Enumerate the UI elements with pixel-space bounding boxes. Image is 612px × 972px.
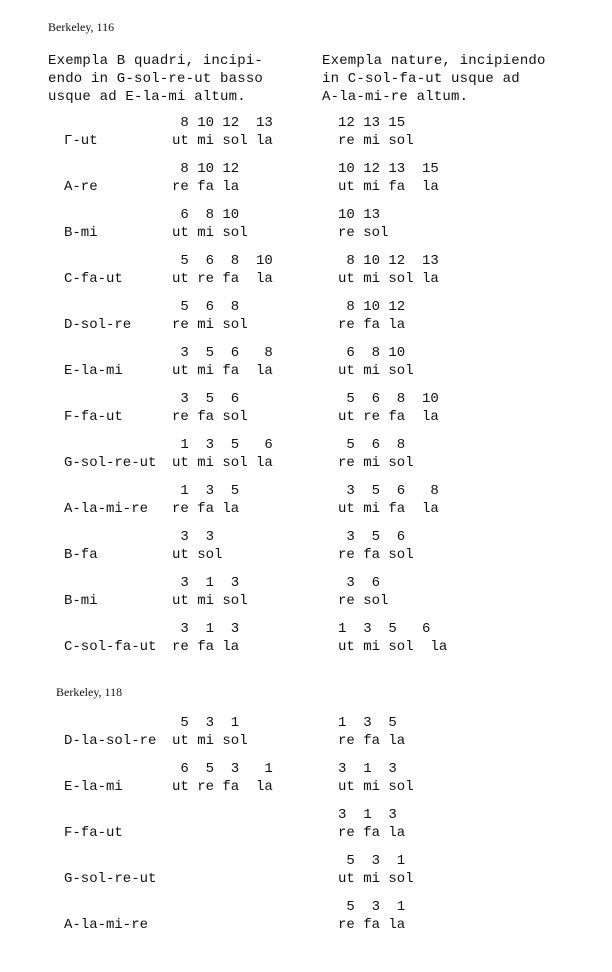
right-solmization: ut mi sol bbox=[338, 363, 414, 379]
left-interval-numbers: 3 5 6 bbox=[172, 391, 240, 407]
row-label: B-mi bbox=[64, 225, 98, 241]
left-interval-numbers: 3 1 3 bbox=[172, 621, 240, 637]
right-solmization: re fa la bbox=[338, 917, 406, 933]
right-solmization: re sol bbox=[338, 593, 389, 609]
right-interval-numbers: 5 6 8 10 bbox=[338, 391, 439, 407]
row-label: F-fa-ut bbox=[64, 825, 123, 841]
left-solmization: ut mi sol la bbox=[172, 133, 273, 149]
heading-right-line-2: in C-sol-fa-ut usque ad bbox=[322, 71, 520, 87]
right-interval-numbers: 10 13 bbox=[338, 207, 381, 223]
heading-right-line-1: Exempla nature, incipiendo bbox=[322, 53, 546, 69]
row-label: E-la-mi bbox=[64, 779, 123, 795]
left-interval-numbers: 3 5 6 8 bbox=[172, 345, 273, 361]
right-solmization: re mi sol bbox=[338, 455, 414, 471]
right-solmization: ut mi fa la bbox=[338, 501, 439, 517]
right-interval-numbers: 3 1 3 bbox=[338, 761, 397, 777]
right-solmization: re fa la bbox=[338, 825, 406, 841]
left-solmization: re fa sol bbox=[172, 409, 248, 425]
right-solmization: ut re fa la bbox=[338, 409, 439, 425]
right-solmization: ut mi sol bbox=[338, 779, 414, 795]
row-label: B-mi bbox=[64, 593, 98, 609]
row-label: G-sol-re-ut bbox=[64, 455, 157, 471]
row-label: C-fa-ut bbox=[64, 271, 123, 287]
left-solmization: re fa la bbox=[172, 639, 240, 655]
right-interval-numbers: 8 10 12 13 bbox=[338, 253, 439, 269]
left-solmization: ut mi sol bbox=[172, 733, 248, 749]
source-label-116: Berkeley, 116 bbox=[48, 20, 115, 34]
left-solmization: re mi sol bbox=[172, 317, 248, 333]
right-interval-numbers: 8 10 12 bbox=[338, 299, 406, 315]
right-solmization: re sol bbox=[338, 225, 389, 241]
left-interval-numbers: 5 6 8 bbox=[172, 299, 240, 315]
left-solmization: ut mi fa la bbox=[172, 363, 273, 379]
right-solmization: re mi sol bbox=[338, 133, 414, 149]
row-label: G-sol-re-ut bbox=[64, 871, 157, 887]
right-solmization: ut mi sol la bbox=[338, 271, 439, 287]
left-solmization: ut mi sol la bbox=[172, 455, 273, 471]
right-solmization: re fa la bbox=[338, 317, 406, 333]
right-interval-numbers: 3 6 bbox=[338, 575, 381, 591]
right-interval-numbers: 3 5 6 8 bbox=[338, 483, 439, 499]
left-interval-numbers: 6 8 10 bbox=[172, 207, 240, 223]
left-interval-numbers: 6 5 3 1 bbox=[172, 761, 273, 777]
left-solmization: ut re fa la bbox=[172, 271, 273, 287]
right-interval-numbers: 12 13 15 bbox=[338, 115, 406, 131]
left-solmization: ut re fa la bbox=[172, 779, 273, 795]
right-solmization: ut mi sol bbox=[338, 871, 414, 887]
right-interval-numbers: 3 1 3 bbox=[338, 807, 397, 823]
left-interval-numbers: 8 10 12 bbox=[172, 161, 240, 177]
source-label-118: Berkeley, 118 bbox=[56, 685, 123, 699]
row-label: B-fa bbox=[64, 547, 98, 563]
right-interval-numbers: 5 6 8 bbox=[338, 437, 406, 453]
right-interval-numbers: 6 8 10 bbox=[338, 345, 406, 361]
row-label: D-la-sol-re bbox=[64, 733, 157, 749]
right-interval-numbers: 1 3 5 6 bbox=[338, 621, 431, 637]
row-label: F-fa-ut bbox=[64, 409, 123, 425]
right-solmization: ut mi fa la bbox=[338, 179, 439, 195]
row-label: A-re bbox=[64, 179, 98, 195]
left-interval-numbers: 5 6 8 10 bbox=[172, 253, 273, 269]
row-label: D-sol-re bbox=[64, 317, 132, 333]
left-interval-numbers: 1 3 5 bbox=[172, 483, 240, 499]
right-solmization: ut mi sol la bbox=[338, 639, 448, 655]
right-interval-numbers: 3 5 6 bbox=[338, 529, 406, 545]
left-interval-numbers: 3 3 bbox=[172, 529, 215, 545]
left-interval-numbers: 3 1 3 bbox=[172, 575, 240, 591]
left-solmization: re fa la bbox=[172, 501, 240, 517]
right-interval-numbers: 5 3 1 bbox=[338, 899, 406, 915]
left-interval-numbers: 8 10 12 13 bbox=[172, 115, 273, 131]
heading-left-line-2: endo in G-sol-re-ut basso bbox=[48, 71, 264, 87]
heading-left-line-1: Exempla B quadri, incipi- bbox=[48, 53, 264, 69]
right-solmization: re fa sol bbox=[338, 547, 414, 563]
row-label: C-sol-fa-ut bbox=[64, 639, 157, 655]
row-label: Γ-ut bbox=[64, 133, 98, 149]
left-solmization: re fa la bbox=[172, 179, 240, 195]
heading-right-line-3: A-la-mi-re altum. bbox=[322, 89, 469, 105]
heading-left-line-3: usque ad E-la-mi altum. bbox=[48, 89, 246, 105]
left-interval-numbers: 5 3 1 bbox=[172, 715, 240, 731]
right-interval-numbers: 10 12 13 15 bbox=[338, 161, 439, 177]
row-label: A-la-mi-re bbox=[64, 917, 149, 933]
left-interval-numbers: 1 3 5 6 bbox=[172, 437, 273, 453]
left-solmization: ut mi sol bbox=[172, 225, 248, 241]
left-solmization: ut sol bbox=[172, 547, 223, 563]
right-interval-numbers: 5 3 1 bbox=[338, 853, 406, 869]
row-label: E-la-mi bbox=[64, 363, 123, 379]
right-interval-numbers: 1 3 5 bbox=[338, 715, 397, 731]
row-label: A-la-mi-re bbox=[64, 501, 149, 517]
left-solmization: ut mi sol bbox=[172, 593, 248, 609]
right-solmization: re fa la bbox=[338, 733, 406, 749]
